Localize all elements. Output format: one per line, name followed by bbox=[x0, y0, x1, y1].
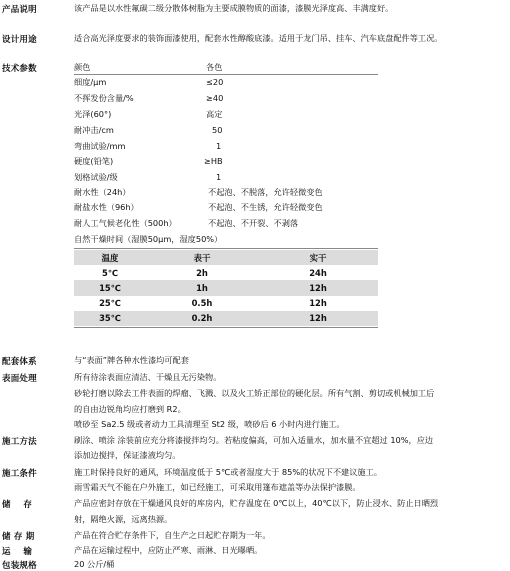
param-name: 耐水性（24h） bbox=[74, 187, 131, 197]
param-value: 不起泡、不开裂、不剥落 bbox=[208, 218, 299, 228]
conditions-line: 雨雪霜天气不能在户外施工，如已经施工，可采取用篷布遮盖等办法保护漆膜。 bbox=[74, 482, 361, 492]
tech-params-label: 技术参数 bbox=[2, 64, 37, 74]
table-cell: 35℃ bbox=[74, 311, 146, 326]
table-cell: 15℃ bbox=[74, 280, 146, 295]
param-name: 划格试验/级 bbox=[74, 172, 118, 182]
table-row bbox=[74, 280, 378, 295]
param-name: 光泽(60°) bbox=[74, 109, 112, 119]
param-name: 耐冲击/cm bbox=[74, 125, 114, 135]
param-name: 弯曲试验/mm bbox=[74, 141, 126, 151]
param-value: 不起泡、不脱落，允许轻微变色 bbox=[208, 187, 323, 197]
table-row bbox=[74, 296, 378, 311]
param-value: 高定 bbox=[206, 109, 223, 119]
param-value: 1 bbox=[216, 172, 222, 182]
param-value: 各色 bbox=[206, 62, 223, 72]
param-value: 50 bbox=[212, 125, 223, 135]
table-header-cell: 温度 bbox=[74, 250, 146, 265]
shelf-life-text: 产品在符合贮存条件下，自生产之日起贮存期为一年。 bbox=[74, 530, 271, 540]
transport-label: 运 输 bbox=[2, 547, 33, 557]
table-header-cell: 实干 bbox=[258, 250, 378, 265]
param-name: 硬度(铅笔) bbox=[74, 156, 114, 166]
product-desc-label: 产品说明 bbox=[2, 5, 37, 15]
drying-table-bottom-rule bbox=[74, 327, 378, 328]
table-cell: 0.5h bbox=[191, 298, 213, 309]
param-value: 不起泡、不生锈，允许轻微变色 bbox=[208, 202, 323, 212]
table-header-cell: 表干 bbox=[146, 250, 258, 265]
param-name: 不挥发份含量/% bbox=[74, 93, 134, 103]
param-value: 1 bbox=[216, 141, 222, 151]
param-name: 耐人工气候老化性（500h） bbox=[74, 218, 177, 228]
table-cell: 24h bbox=[309, 267, 327, 278]
surface-line: 所有待涂表面应清洁、干燥且无污染物。 bbox=[74, 372, 222, 382]
drying-time-caption: 自然干燥时间（湿膜50μm，湿度50%） bbox=[74, 234, 223, 244]
table-cell: 2h bbox=[196, 267, 208, 278]
table-cell: 12h bbox=[258, 311, 378, 326]
table-cell: 25℃ bbox=[99, 298, 121, 309]
param-name: 颜色 bbox=[74, 62, 91, 72]
method-line: 添加边搅拌，保证漆液均匀。 bbox=[74, 450, 181, 460]
surface-line: 喷砂至 Sa2.5 级或者动力工具清理至 St2 级，喷砂后 6 小时内进行施工。 bbox=[74, 419, 345, 429]
drying-table-top-rule bbox=[74, 248, 378, 249]
table-header-row bbox=[74, 250, 378, 265]
design-use-label: 设计用途 bbox=[2, 35, 37, 45]
packaging-text: 20 公斤/桶 bbox=[74, 559, 115, 569]
method-line: 刷涂、喷涂 涂装前应充分将漆搅拌均匀。若粘度偏高，可加入适量水，加水量不宜超过 10%，应边 bbox=[74, 435, 434, 445]
table-row bbox=[74, 265, 378, 280]
conditions-label: 施工条件 bbox=[2, 469, 37, 479]
storage-line: 射，隔绝火源，远离热源。 bbox=[74, 514, 173, 524]
table-cell: 1h bbox=[146, 280, 258, 295]
product-desc-text: 该产品是以水性氟碳二级分散体树脂为主要成膜物质的面漆，漆膜光泽度高、丰满度好。 bbox=[74, 3, 394, 13]
method-label: 施工方法 bbox=[2, 437, 37, 447]
system-text: 与“表面”牌各种水性漆均可配套 bbox=[74, 355, 189, 365]
transport-text: 产品在运输过程中，应防止严寒、雨淋、日光曝晒。 bbox=[74, 545, 263, 555]
param-value: ≥HB bbox=[204, 156, 223, 166]
param-value: ≤20 bbox=[206, 77, 224, 87]
table-cell: 12h bbox=[309, 298, 327, 309]
drying-time-table bbox=[74, 250, 378, 326]
params-header-rule bbox=[74, 74, 378, 75]
surface-line: 的自由边锐角均应打磨到 R2。 bbox=[74, 404, 186, 414]
storage-label: 储 存 bbox=[2, 500, 33, 510]
conditions-line: 施工时保持良好的通风，环境温度低于 5℃或者湿度大于 85%的状况下不建议施工。 bbox=[74, 467, 382, 477]
param-name: 细度/μm bbox=[74, 77, 107, 87]
table-cell: 5℃ bbox=[102, 267, 118, 278]
param-name: 耐盐水性（96h） bbox=[74, 202, 139, 212]
table-row bbox=[74, 311, 378, 326]
table-cell: 12h bbox=[258, 280, 378, 295]
storage-line: 产品应密封存放在干燥通风良好的库房内，贮存温度在 0℃以上，40℃以下，防止浸水、防止日晒烈 bbox=[74, 498, 439, 508]
system-label: 配套体系 bbox=[2, 357, 37, 367]
table-cell: 0.2h bbox=[146, 311, 258, 326]
surface-line: 砂轮打磨以除去工件表面的焊瘤、飞溅、以及火工矫正部位的硬化层。所有气割、剪切或机械加工后 bbox=[74, 388, 435, 398]
param-value: ≥40 bbox=[206, 93, 224, 103]
shelf-life-label: 储 存 期 bbox=[2, 532, 35, 542]
design-use-text: 适合高光泽度要求的装饰面漆使用，配套水性醇酸底漆。适用于龙门吊、挂车、汽车底盘配件等工况。 bbox=[74, 33, 443, 43]
surface-label: 表面处理 bbox=[2, 374, 37, 384]
packaging-label: 包装规格 bbox=[2, 561, 37, 571]
